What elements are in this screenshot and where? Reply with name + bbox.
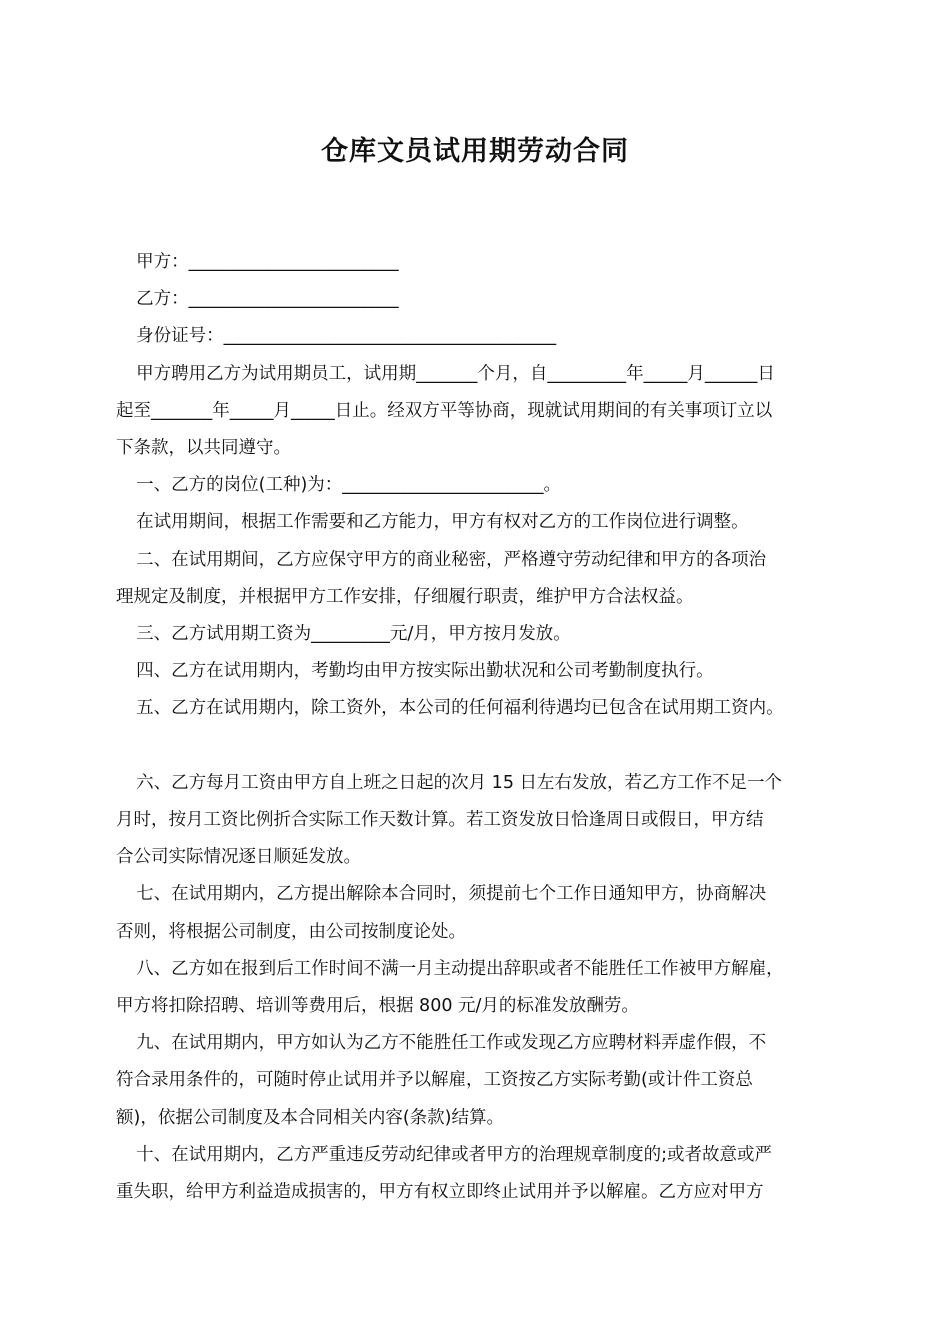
clause-3-line: 三、乙方试用期工资为_________元/月，甲方按月发放。 [136,624,571,645]
clause-2-line: 二、在试用期间，乙方应保守甲方的商业秘密，严格遵守劳动纪律和甲方的各项治 [136,549,767,570]
clause-5-line: 五、乙方在试用期内，除工资外，本公司的任何福利待遇均已包含在试用期工资内。 [136,698,784,719]
clause-10-line: 重失职，给甲方利益造成损害的，甲方有权立即终止试用并予以解雇。乙方应对甲方 [116,1182,764,1203]
party-b-line: 乙方：________________________ [136,289,399,310]
intro-paragraph-line: 甲方聘用乙方为试用期员工，试用期_______个月，自_________年_____月______日 [136,363,775,384]
intro-paragraph-line: 起至_______年_____月_____日止。经双方平等协商，现就试用期间的有关事项订立以 [116,400,773,421]
clause-8-line: 八、乙方如在报到后工作时间不满一月主动提出辞职或者不能胜任工作被甲方解雇， [136,958,784,979]
clause-9-line: 九、在试用期内，甲方如认为乙方不能胜任工作或发现乙方应聘材料弄虚作假，不 [136,1033,767,1054]
clause-2-line: 理规定及制度，并根据甲方工作安排，仔细履行职责，维护甲方合法权益。 [116,586,694,607]
clause-1-note-line: 在试用期间，根据工作需要和乙方能力，甲方有权对乙方的工作岗位进行调整。 [136,512,749,533]
document-title: 仓库文员试用期劳动合同 [321,136,629,167]
clause-1-line: 一、乙方的岗位(工种)为：_______________________。 [136,475,562,496]
clause-6-line: 六、乙方每月工资由甲方自上班之日起的次月 15 日左右发放，若乙方工作不足一个 [136,772,783,793]
clause-10-line: 十、在试用期内，乙方严重违反劳动纪律或者甲方的治理规章制度的;或者故意或严 [136,1144,773,1165]
id-number-line: 身份证号：______________________________________ [136,326,557,347]
party-a-line: 甲方：________________________ [136,252,399,272]
clause-6-line: 合公司实际情况逐日顺延发放。 [116,847,361,868]
clause-9-line: 符合录用条件的，可随时停止试用并予以解雇，工资按乙方实际考勤(或计件工资总 [116,1070,753,1091]
clause-8-line: 甲方将扣除招聘、培训等费用后，根据 800 元/月的标准发放酬劳。 [116,996,639,1017]
clause-9-line: 额)，依据公司制度及本合同相关内容(条款)结算。 [116,1107,504,1128]
clause-4-line: 四、乙方在试用期内，考勤均由甲方按实际出勤状况和公司考勤制度执行。 [136,661,714,682]
clause-7-line: 否则，将根据公司制度，由公司按制度论处。 [116,921,466,942]
paragraph-spacer [116,728,846,765]
clause-6-line: 月时，按月工资比例折合实际工作天数计算。若工资发放日恰逢周日或假日，甲方结 [116,810,764,831]
intro-paragraph-line: 下条款，以共同遵守。 [116,438,291,459]
contract-body [116,244,846,1211]
clause-7-line: 七、在试用期内，乙方提出解除本合同时，须提前七个工作日通知甲方，协商解决 [136,884,767,905]
